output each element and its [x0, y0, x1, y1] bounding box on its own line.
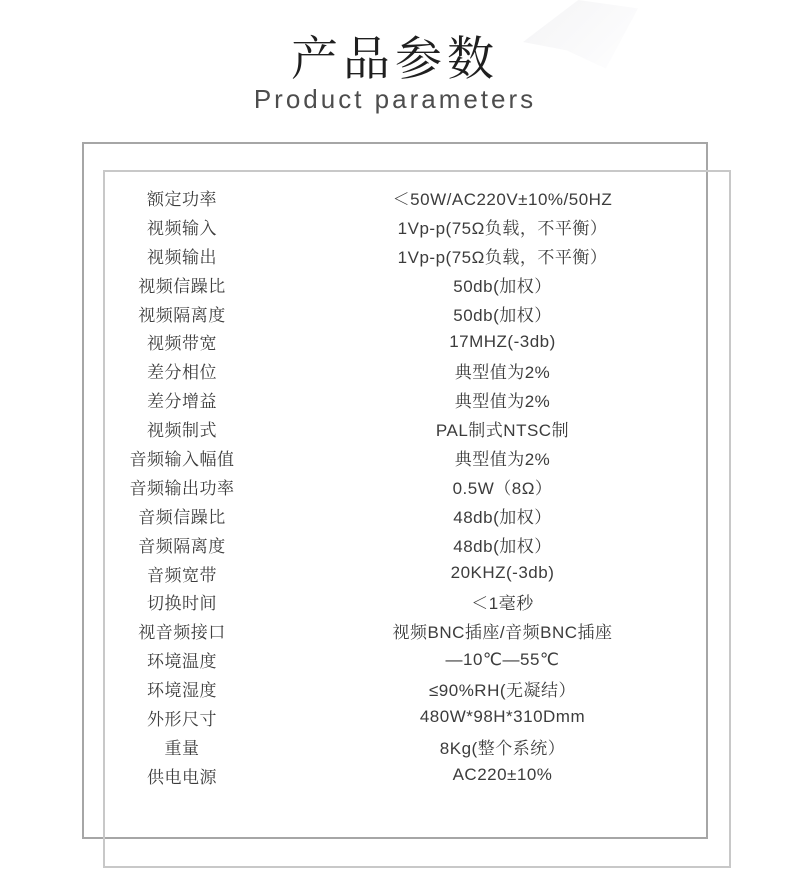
- page-subtitle: Product parameters: [253, 84, 537, 114]
- spec-value: 典型值为2%: [454, 363, 551, 383]
- spec-label: 重量: [164, 738, 200, 758]
- spec-row: [104, 587, 729, 616]
- spec-value: ≤90%RH(无凝结）: [428, 681, 577, 701]
- spec-row: [104, 443, 729, 472]
- spec-value: 48db(加权）: [453, 536, 552, 556]
- spec-label: 音频信躁比: [138, 507, 226, 527]
- spec-value: 8Kg(整个系统）: [439, 738, 566, 758]
- spec-row: [104, 327, 729, 356]
- spec-value: 典型值为2%: [454, 392, 551, 412]
- spec-row: [104, 414, 729, 443]
- spec-value: —10℃—55℃: [445, 649, 560, 669]
- spec-value: 17MHZ(-3db): [449, 331, 556, 351]
- spec-row: [104, 761, 729, 790]
- page-title: 产品参数: [291, 32, 499, 85]
- spec-value: ＜50W/AC220V±10%/50HZ: [392, 189, 613, 209]
- spec-label: 音频隔离度: [138, 536, 226, 556]
- spec-value: 典型值为2%: [454, 449, 551, 469]
- spec-value: 1Vp-p(75Ω负载，不平衡）: [397, 218, 608, 238]
- spec-value: 50db(加权）: [453, 276, 552, 296]
- spec-label: 环境湿度: [147, 681, 217, 701]
- spec-row: [104, 645, 729, 674]
- spec-row: [104, 616, 729, 645]
- spec-value: 48db(加权）: [453, 507, 552, 527]
- spec-row: [104, 299, 729, 328]
- spec-row: [104, 501, 729, 530]
- spec-label: 环境温度: [147, 652, 217, 672]
- spec-value: 视频BNC插座/音频BNC插座: [392, 623, 613, 643]
- spec-label: 外形尺寸: [147, 709, 217, 729]
- spec-label: 切换时间: [147, 594, 217, 614]
- spec-row: [104, 385, 729, 414]
- spec-row: [104, 703, 729, 732]
- spec-label: 音频输出功率: [129, 478, 235, 498]
- spec-value: PAL制式NTSC制: [435, 421, 570, 441]
- spec-label: 差分相位: [147, 363, 217, 383]
- spec-value: 20KHZ(-3db): [450, 563, 555, 583]
- spec-row: [104, 270, 729, 299]
- spec-label: 视频制式: [147, 421, 217, 441]
- spec-row: [104, 559, 729, 588]
- spec-table: [104, 183, 729, 790]
- spec-value: 1Vp-p(75Ω负载，不平衡）: [397, 247, 608, 267]
- spec-row: [104, 212, 729, 241]
- spec-label: 视频隔离度: [138, 305, 226, 325]
- spec-value: AC220±10%: [452, 765, 553, 785]
- spec-label: 视频信躁比: [138, 276, 226, 296]
- spec-row: [104, 530, 729, 559]
- spec-row: [104, 356, 729, 385]
- spec-value: 480W*98H*310Dmm: [419, 707, 586, 727]
- spec-row: [104, 472, 729, 501]
- spec-row: [104, 674, 729, 703]
- spec-label: 差分增益: [147, 392, 217, 412]
- spec-label: 视频输出: [147, 247, 217, 267]
- spec-row: [104, 732, 729, 761]
- spec-value: ＜1毫秒: [471, 594, 534, 614]
- spec-label: 音频宽带: [147, 565, 217, 585]
- spec-label: 音频输入幅值: [129, 449, 235, 469]
- spec-label: 视频带宽: [147, 334, 217, 354]
- spec-value: 50db(加权）: [453, 305, 552, 325]
- spec-row: [104, 241, 729, 270]
- spec-label: 视频输入: [147, 218, 217, 238]
- spec-label: 额定功率: [147, 189, 217, 209]
- spec-value: 0.5W（8Ω）: [452, 478, 553, 498]
- spec-label: 供电电源: [147, 767, 217, 787]
- spec-row: [104, 183, 729, 212]
- spec-label: 视音频接口: [138, 623, 226, 643]
